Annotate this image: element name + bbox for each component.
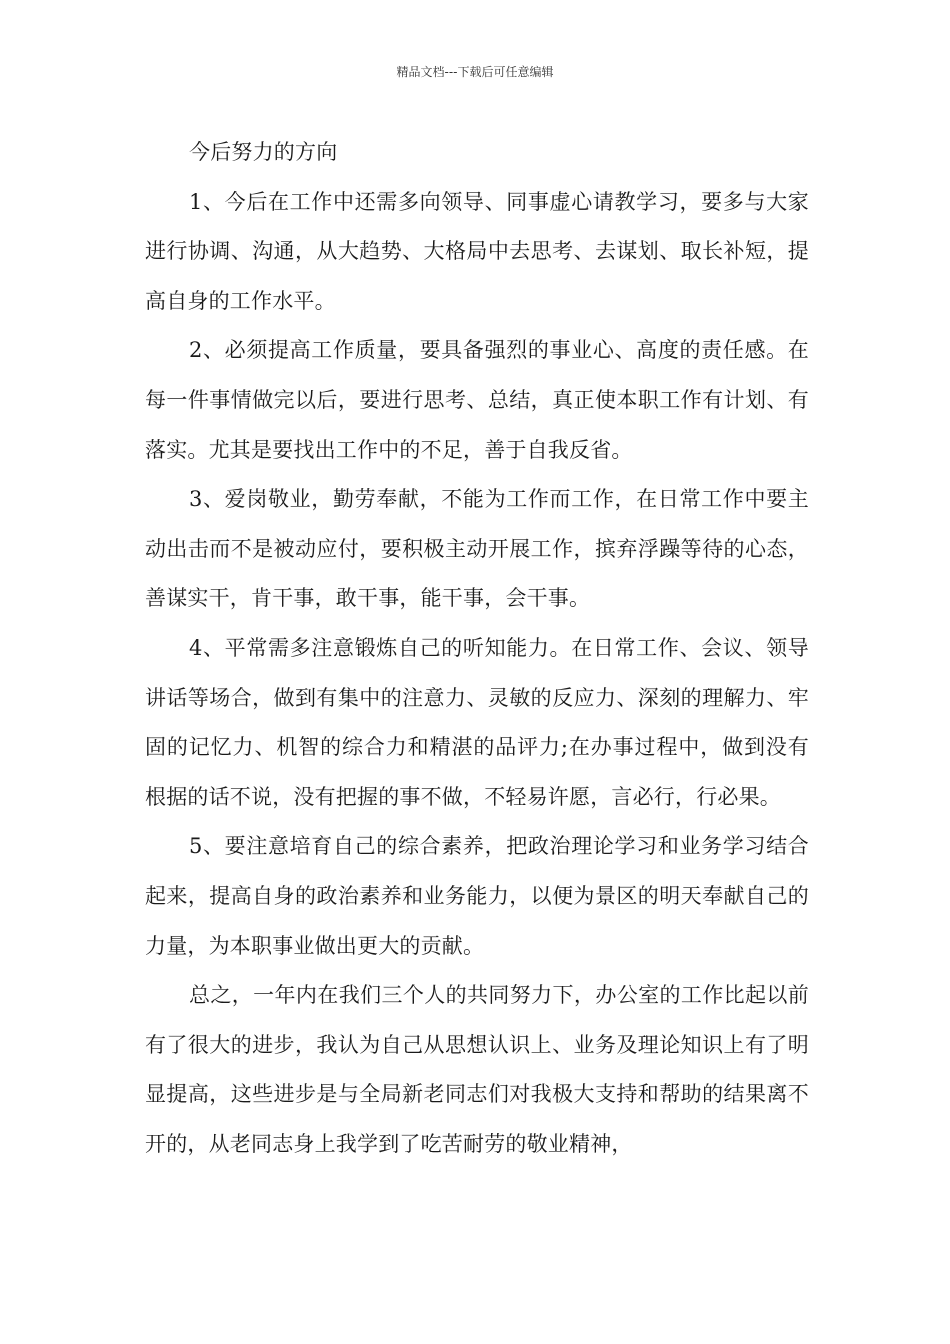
page-header: 精品文档---下载后可任意编辑 bbox=[396, 65, 554, 79]
section-heading: 今后努力的方向 bbox=[189, 140, 338, 164]
paragraph-summary: 总之，一年内在我们三个人的共同努力下，办公室的工作比起以前有了很大的进步，我认为自己从思想认识上、业务及理论知识上有了明显提高，这些进步是与全局新老同志们对我极大支持和帮助的结果离不开的，从老同志身上我学到了吃苦耐劳的敬业精神， bbox=[145, 983, 809, 1156]
paragraph-5: 5、要注意培育自己的综合素养，把政治理论学习和业务学习结合起来，提高自身的政治素养和业务能力，以便为景区的明天奉献自己的力量，为本职事业做出更大的贡献。 bbox=[145, 834, 809, 958]
document-body bbox=[145, 128, 809, 1169]
paragraph-3: 3、爱岗敬业，勤劳奉献，不能为工作而工作，在日常工作中要主动出击而不是被动应付，要积极主动开展工作，摈弃浮躁等待的心态，善谋实干，肯干事，敢干事，能干事，会干事。 bbox=[145, 487, 809, 611]
paragraph-2: 2、必须提高工作质量，要具备强烈的事业心、高度的责任感。在每一件事情做完以后，要进行思考、总结，真正使本职工作有计划、有落实。尤其是要找出工作中的不足，善于自我反省。 bbox=[145, 338, 809, 462]
paragraph-4: 4、平常需多注意锻炼自己的听知能力。在日常工作、会议、领导讲话等场合，做到有集中的注意力、灵敏的反应力、深刻的理解力、牢固的记忆力、机智的综合力和精湛的品评力;在办事过程中，做到没有根据的话不说，没有把握的事不做，不轻易许愿，言必行，行必果。 bbox=[145, 635, 809, 809]
paragraph-1: 1、今后在工作中还需多向领导、同事虚心请教学习，要多与大家进行协调、沟通，从大趋势、大格局中去思考、去谋划、取长补短，提高自身的工作水平。 bbox=[145, 189, 809, 313]
